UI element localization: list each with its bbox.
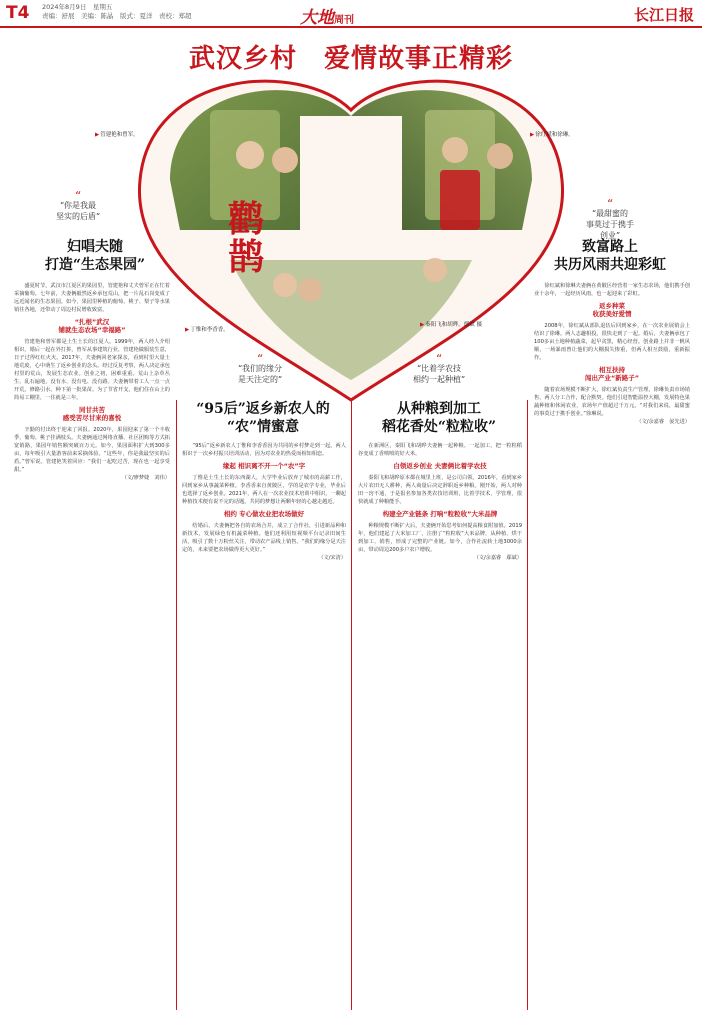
story-3-paragraph-1: 秦阳飞和胡晔原本都在城里上班，是公司白领。2016年，看到家乡大片农田无人耕种，两人商量后决定辞职返乡种粮。刚开始，两人对种田一窍不通，于是报名参加各类农技培训班，比着学技术、学管理，很快就成了种粮能手。: [358, 475, 522, 505]
story-1-subhead-2: 同甘共苦 感受苦尽甘来的喜悦: [62, 406, 122, 422]
story-4-paragraph-1: 2008年，徐红斌从部队退伍后回到家乡，在一次农业展销会上结识了徐琳。两人志趣相投，很快走到了一起。婚后，夫妻俩承包了100多亩土地种植蔬菜，起早贪黑，精心经营。创业路上并非一帆风顺，一场暴雨曾让他们的大棚损失惨重，但两人相互鼓励，重新振作。: [534, 323, 690, 361]
story-1-paragraph-2: 辛勤的付出终于迎来了回报。2020年，果园迎来了第一个丰收季，葡萄、桃子挂满枝头。夫妻俩通过网络直播、社区团购等方式拓宽销路，果园年销售额突破百万元。如今，果园面积扩大到300多亩，每年吸引大量游客前来采摘体验。“这些年，你是我最坚实的后盾。”曾军说。管建艳笑着回应：“我们一起吃过苦，现在也一起享受甜。”: [14, 427, 170, 473]
column-divider: [351, 400, 352, 1010]
story-3-paragraph-2: 种粮规模不断扩大后，夫妻俩开始思考如何提高粮食附加值。2019年，他们建起了大米加工厂，注册了“粒粒收”大米品牌，从种植、烘干到加工、销售，形成了完整的产业链。如今，合作社流转土地3000余亩，带动周边200多户农户增收。: [358, 523, 522, 553]
caption-bottom-right-photo: ▶ 秦阳飞和胡晔。鄢斌 摄: [420, 320, 510, 328]
column-divider: [527, 400, 528, 1010]
story-4-lead: 徐红斌和徐琳夫妻俩在黄陂区经营着一家生态农场，他们携手创业十余年，一起经历风雨，也一起迎来了彩虹。: [534, 283, 690, 297]
story-4-title: 致富路上 共历风雨共迎彩虹: [554, 239, 666, 273]
quote-story-1: “ “你是我最 坚实的后盾”: [55, 189, 101, 221]
editor-line: 责编：舒展 美编：陈晶 版式：夏洋 责校：郑超: [42, 12, 192, 20]
calligraphy-char-1: 鹳: [227, 198, 264, 240]
story-3-subhead-2: 构建全产业链条 打响“粒粒收”大米品牌: [382, 510, 498, 518]
story-4-body: [534, 282, 690, 1012]
story-2-subhead-1: 缘起 相识离不开一个“农”字: [222, 462, 306, 470]
story-1-subhead-1: “扎根”武汉 铺就生态农场“幸福路”: [58, 318, 126, 334]
story-2-body: [182, 442, 346, 1012]
story-2-paragraph-2: 结婚后，夫妻俩把各自的农场合并，成立了合作社，引进新品种和新技术，发展绿色有机蔬菜种植。他们还利用短视频平台记录田间生活，吸引了数十万粉丝关注，带动农产品线上销售。“我们的缘分是天注定的，未来要把农场做得更大更好。”: [182, 523, 346, 553]
page-number: T4: [6, 3, 30, 23]
story-1-author: （文/廖梦婕 刘伟）: [121, 475, 170, 481]
caption-left-photo: ▶ 管建艳和曾军。: [95, 130, 139, 138]
story-4-subhead-1: 返乡种菜 收获美好爱情: [592, 302, 632, 318]
column-divider: [176, 400, 177, 1010]
story-3-title: 从种粮到加工 稻花香处“粒粒收”: [381, 401, 497, 435]
story-1-lead: 盛夏时节，武汉市江夏区的果园里，管建艳和丈夫曾军正在忙着采摘葡萄。七年前，夫妻俩毅然返乡承包荒山，把一片乱石岗变成了远近闻名的生态果园。如今，果园里种植的葡萄、桃子、梨子等水果销往各地，还带动了周边村民增收致富。: [14, 283, 170, 313]
quote-story-2: “ “我们的缘分 是天注定的”: [237, 352, 283, 384]
story-2-subhead-2: 相约 专心做农业把农场做好: [223, 510, 305, 518]
caption-center-photo: ▶ 丁惟和李香香。: [185, 325, 229, 333]
page-header: [0, 0, 702, 28]
story-1-paragraph-1: 管建艳和曾军都是土生土长的江夏人。1999年，两人经人介绍相识，婚后一起在外打拼，曾军从事建筑行业，管建艳做服装生意，日子过得红红火火。2017年，夫妻俩回老家探亲，看到村里大量土地荒废，心中萌生了返乡创业的念头。经过反复考察，两人决定承包村里的荒山，发展生态农业。创业之初，困难重重。荒山上杂草丛生、乱石遍地，没有水、没有电、没有路。夫妻俩带着工人一点一点开荒，修路引水，种下第一批果苗。为了节省开支，他们住在山上的简易工棚里，一住就是三年。: [14, 339, 170, 401]
story-3-body: [358, 442, 522, 1012]
supplement-name: 大地周刊: [300, 8, 354, 28]
story-3-subhead-1: 白领返乡创业 夫妻俩比着学农技: [393, 462, 487, 470]
story-2-title: “95后”返乡新农人的 “农”情蜜意: [196, 401, 330, 435]
main-headline: 武汉乡村 爱情故事正精彩: [188, 44, 513, 74]
story-4-author: （文/余嘉睿 晏先进）: [636, 419, 690, 425]
story-4-subhead-2: 相互扶持 闯出产业“新路子”: [584, 366, 640, 382]
calligraphy-char-2: 鹊: [227, 236, 264, 278]
caption-right-photo: ▶ 徐红斌和徐琳。: [530, 130, 574, 138]
story-3-lead: 在新洲区，秦阳飞和胡晔夫妻俩一起种粮、一起加工，把一粒粒稻谷变成了香喷喷的好大米。: [358, 443, 522, 457]
story-2-author: （文/宋清）: [318, 555, 346, 561]
paper-name: 长江日报: [633, 6, 694, 24]
story-3-author: （文/余嘉睿 鄢斌）: [473, 555, 522, 561]
date-line: 2024年8月9日 星期五: [42, 3, 113, 11]
story-4-paragraph-2: 随着农场规模不断扩大，徐红斌负责生产管理，徐琳负责市场销售，两人分工合作，配合默契。他们引进智能温控大棚，发展特色果蔬种植和休闲农业，农场年产值超过千万元。“对我们来说，最甜蜜的事莫过于携手创业。”徐琳说。: [534, 387, 690, 417]
quote-story-3: “ “比着学农技 相约一起种植”: [412, 352, 466, 384]
story-1-title: 妇唱夫随 打造“生态果园”: [44, 239, 146, 273]
story-1-body: [14, 282, 170, 1012]
story-2-paragraph-1: 丁惟是土生土长的东西湖人，大学毕业后放弃了城市的高薪工作，回到家乡从事蔬菜种植。李香香来自黄陂区，学的是农学专业，毕业后也选择了返乡创业。2021年，两人在一次农业技术培训中相识，一聊起种植技术便有说不完的话题。共同的梦想让两颗年轻的心越走越近。: [182, 475, 346, 505]
quote-story-4: “ “最甜蜜的 事莫过于携手 创业”: [586, 197, 634, 240]
story-2-lead: “95后”返乡新农人丁惟和李香香因为共同的乡村梦走到一起。两人相识于一次乡村振兴培训活动，因为对农业的热爱而相知相恋。: [182, 443, 346, 457]
